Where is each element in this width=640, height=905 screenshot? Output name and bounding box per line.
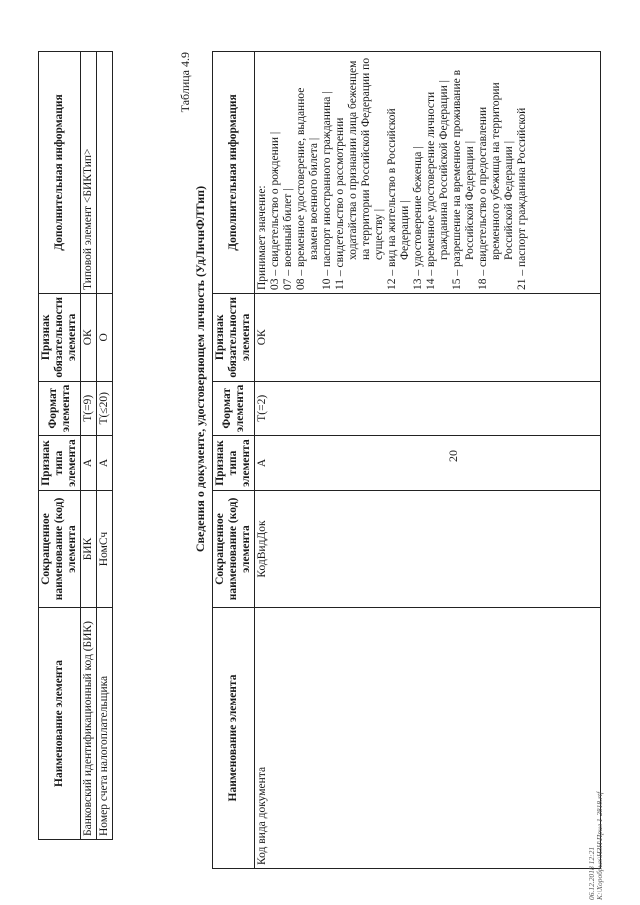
value-item: 08 – временное удостоверение, выданное [295, 87, 307, 291]
header-additional-info: Дополнительная информация [213, 52, 255, 294]
value-item: 10 – паспорт иностранного гражданина | [321, 91, 333, 291]
value-item: ходатайства о признании лица беженцем [347, 60, 359, 261]
table-number: Таблица 4.9 [178, 52, 192, 113]
value-item: существу | [373, 208, 385, 261]
value-item: 18 – свидетельство о предоставлении [477, 106, 489, 291]
value-item: 03 – свидетельство о рождении | [269, 131, 281, 291]
header-required: Признак обязательности элемента [213, 294, 255, 382]
table-4-8-continuation [38, 51, 113, 840]
cell-type: А [97, 436, 113, 491]
header-type: Признак типа элемента [39, 436, 81, 491]
cell-name: Код вида документа [255, 608, 601, 869]
table-4-9 [212, 51, 601, 869]
header-short-name: Сокращенное наименование (код) элемента [39, 491, 81, 608]
value-item: 07 – военный билет | [282, 188, 294, 291]
value-item: временного убежища на территории [490, 82, 502, 261]
page-number: 20 [446, 450, 460, 462]
value-item: 14 – временное удостоверение личности [425, 91, 437, 291]
value-item: гражданина Российской Федерации | [438, 80, 450, 261]
cell-code: НомСч [97, 491, 113, 608]
header-type: Признак типа элемента [213, 436, 255, 491]
cell-code: КодВидДок [255, 491, 601, 608]
cell-required: ОК [255, 294, 601, 382]
table-row [81, 52, 97, 840]
cell-code: БИК [81, 491, 97, 608]
value-item: 13 – удостоверение беженца | [412, 146, 424, 291]
cell-format: Т(≤20) [97, 381, 113, 435]
value-item: на территории Российской Федерации по [360, 57, 372, 261]
cell-format: Т(=9) [81, 381, 97, 435]
value-item: Российской Федерации | [503, 140, 515, 261]
header-required: Признак обязательности элемента [39, 294, 81, 382]
cell-name: Номер счета налогоплательщика [97, 608, 113, 840]
cell-name: Банковский идентификационный код (БИК) [81, 608, 97, 840]
value-item: 21 – паспорт гражданина Российской [516, 107, 528, 291]
table-row [97, 52, 113, 840]
header-short-name: Сокращенное наименование (код) элемента [213, 491, 255, 608]
header-element-name: Наименование элемента [213, 608, 255, 869]
cell-info: Типовой элемент <БИКТип> [81, 52, 97, 294]
value-item: 11 – свидетельство о рассмотрении [334, 117, 346, 291]
header-element-name: Наименование элемента [39, 608, 81, 840]
value-item: взамен военного билета | [308, 137, 320, 261]
cell-info [255, 52, 601, 294]
footer-stamp: 06.12.2018 12:21 К:\Хоробрых\НЗН\Прил 1-2818.rtf [587, 791, 604, 900]
cell-required: О [97, 294, 113, 382]
value-item: 15 – разрешение на временное проживание в [451, 69, 463, 291]
cell-type: А [81, 436, 97, 491]
value-item: Федерации | [399, 200, 411, 261]
table-title: Сведения о документе, удостоверяющем личность (УдЛичнФЛТип) [193, 185, 207, 553]
values-intro: Принимает значение: [256, 185, 268, 291]
cell-info [97, 52, 113, 294]
header-format: Формат элемента [213, 381, 255, 435]
cell-format: Т(=2) [255, 381, 601, 435]
value-item: Российской Федерации | [464, 140, 476, 261]
value-item: 12 – вид на жительство в Российской [386, 108, 398, 291]
header-additional-info: Дополнительная информация [39, 52, 81, 294]
cell-required: ОК [81, 294, 97, 382]
table-row [255, 52, 601, 869]
cell-type: А [255, 436, 601, 491]
header-format: Формат элемента [39, 381, 81, 435]
